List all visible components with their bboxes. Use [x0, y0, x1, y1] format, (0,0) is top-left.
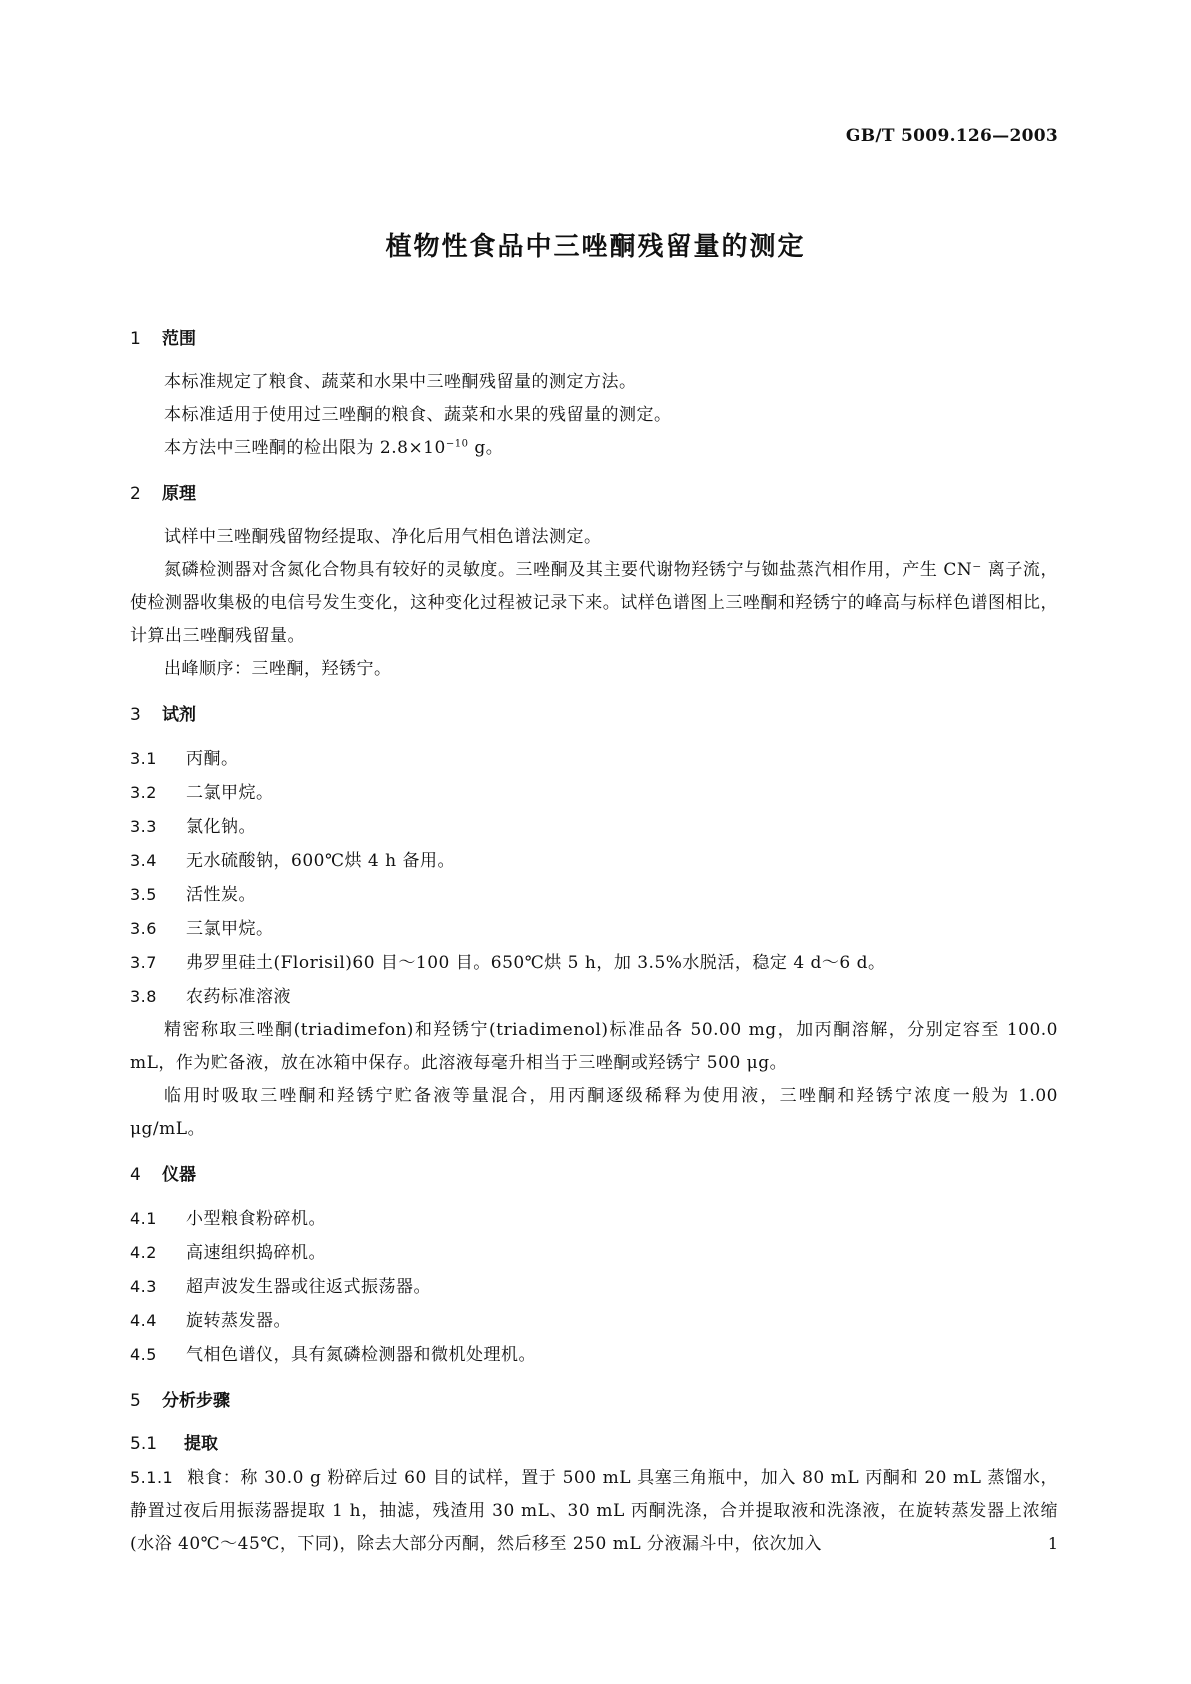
item-number: 3.5	[130, 885, 157, 904]
item-text: 二氯甲烷。	[186, 783, 274, 803]
clause-text: 粮食：称 30.0 g 粉碎后过 60 目的试样，置于 500 mL 具塞三角瓶中，加入 80 mL 丙酮和 20 mL 蒸馏水，静置过夜后用振荡器提取 1 h，抽滤，残渣用 30 mL、30 mL 丙酮洗涤，合并提取液和洗涤液，在旋转蒸发器上浓缩(水浴 40℃～45℃，下同)，除去大部分丙酮，然后移至 250 mL 分液漏斗中，依次加入	[130, 1468, 1058, 1554]
standard-code: GB/T 5009.126—2003	[845, 126, 1058, 146]
paragraph: 氮磷检测器对含氮化合物具有较好的灵敏度。三唑酮及其主要代谢物羟锈宁与铷盐蒸汽相作用，产生 CN⁻ 离子流，使检测器收集极的电信号发生变化，这种变化过程被记录下来。试样色谱图上三唑酮和羟锈宁的峰高与标样色谱图相比，计算出三唑酮残留量。	[130, 560, 1058, 646]
section-number: 2	[130, 484, 141, 504]
paragraph: 试样中三唑酮残留物经提取、净化后用气相色谱法测定。	[164, 527, 602, 547]
list-item	[130, 946, 1058, 980]
item-number: 4.2	[130, 1243, 157, 1262]
section-heading-reagents	[130, 699, 1058, 732]
document-title: 植物性食品中三唑酮残留量的测定	[385, 232, 806, 262]
document-body	[130, 323, 1058, 1561]
clause-number: 5.1.1	[130, 1468, 174, 1487]
item-text: 三氯甲烷。	[186, 919, 274, 939]
item-number: 3.6	[130, 919, 157, 938]
item-text: 气相色谱仪，具有氮磷检测器和微机处理机。	[186, 1345, 536, 1365]
item-text: 丙酮。	[186, 749, 239, 769]
section-title: 范围	[162, 329, 196, 349]
section-heading-principle	[130, 478, 1058, 511]
paragraph: 本标准适用于使用过三唑酮的粮食、蔬菜和水果的残留量的测定。	[164, 405, 672, 425]
item-number: 3.2	[130, 783, 157, 802]
item-text: 旋转蒸发器。	[186, 1311, 291, 1331]
paragraph: 出峰顺序：三唑酮，羟锈宁。	[164, 659, 392, 679]
item-number: 3.1	[130, 749, 157, 768]
item-number: 3.4	[130, 851, 157, 870]
item-text: 超声波发生器或往返式振荡器。	[186, 1277, 431, 1297]
section-number: 1	[130, 329, 141, 349]
item-number: 3.8	[130, 987, 157, 1006]
list-item	[130, 810, 1058, 844]
item-number: 4.4	[130, 1311, 157, 1330]
section-title: 仪器	[162, 1165, 196, 1185]
section-title: 原理	[162, 484, 196, 504]
item-text: 氯化钠。	[186, 817, 256, 837]
item-number: 3.3	[130, 817, 157, 836]
page-number: 1	[1047, 1534, 1058, 1553]
item-text: 弗罗里硅土(Florisil)60 目～100 目。650℃烘 5 h，加 3.5%水脱活，稳定 4 d～6 d。	[186, 953, 886, 973]
section-title: 分析步骤	[162, 1391, 230, 1411]
detection-limit-text: 本方法中三唑酮的检出限为 2.8×10	[164, 438, 446, 458]
paragraph-detection-limit	[130, 432, 1058, 465]
section-number: 5	[130, 1391, 141, 1411]
section-heading-procedure	[130, 1385, 1058, 1418]
list-item	[130, 1304, 1058, 1338]
list-item	[130, 1202, 1058, 1236]
paragraph: 本标准规定了粮食、蔬菜和水果中三唑酮残留量的测定方法。	[164, 372, 637, 392]
item-number: 3.7	[130, 953, 157, 972]
list-item	[130, 844, 1058, 878]
exponent: −10	[445, 438, 469, 450]
list-item	[130, 1270, 1058, 1304]
list-item	[130, 742, 1058, 776]
item-text: 高速组织捣碎机。	[186, 1243, 326, 1263]
list-item	[130, 980, 1058, 1014]
item-text: 农药标准溶液	[186, 987, 291, 1007]
procedure-paragraph	[130, 1461, 1058, 1561]
item-text: 小型粮食粉碎机。	[186, 1209, 326, 1229]
section-heading-apparatus	[130, 1159, 1058, 1192]
item-text: 活性炭。	[186, 885, 256, 905]
paragraph: 临用时吸取三唑酮和羟锈宁贮备液等量混合，用丙酮逐级稀释为使用液，三唑酮和羟锈宁浓度一般为 1.00 μg/mL。	[130, 1086, 1058, 1139]
item-number: 4.3	[130, 1277, 157, 1296]
section-title: 试剂	[162, 705, 196, 725]
list-item	[130, 1236, 1058, 1270]
item-number: 4.5	[130, 1345, 157, 1364]
detection-limit-unit: g。	[468, 438, 504, 458]
section-heading-scope	[130, 323, 1058, 356]
paragraph: 精密称取三唑酮(triadimefon)和羟锈宁(triadimenol)标准品各 50.00 mg，加丙酮溶解，分别定容至 100.0 mL，作为贮备液，放在冰箱中保存。此溶液每毫升相当于三唑酮或羟锈宁 500 μg。	[130, 1020, 1058, 1073]
list-item	[130, 776, 1058, 810]
section-number: 3	[130, 705, 141, 725]
list-item	[130, 1338, 1058, 1372]
section-number: 4	[130, 1165, 141, 1185]
item-number: 4.1	[130, 1209, 157, 1228]
item-text: 无水硫酸钠，600℃烘 4 h 备用。	[186, 851, 455, 871]
subsection-title: 提取	[184, 1434, 218, 1454]
list-item	[130, 912, 1058, 946]
list-item	[130, 878, 1058, 912]
subsection-number: 5.1	[130, 1434, 158, 1454]
subsection-heading-extraction	[130, 1428, 1058, 1461]
